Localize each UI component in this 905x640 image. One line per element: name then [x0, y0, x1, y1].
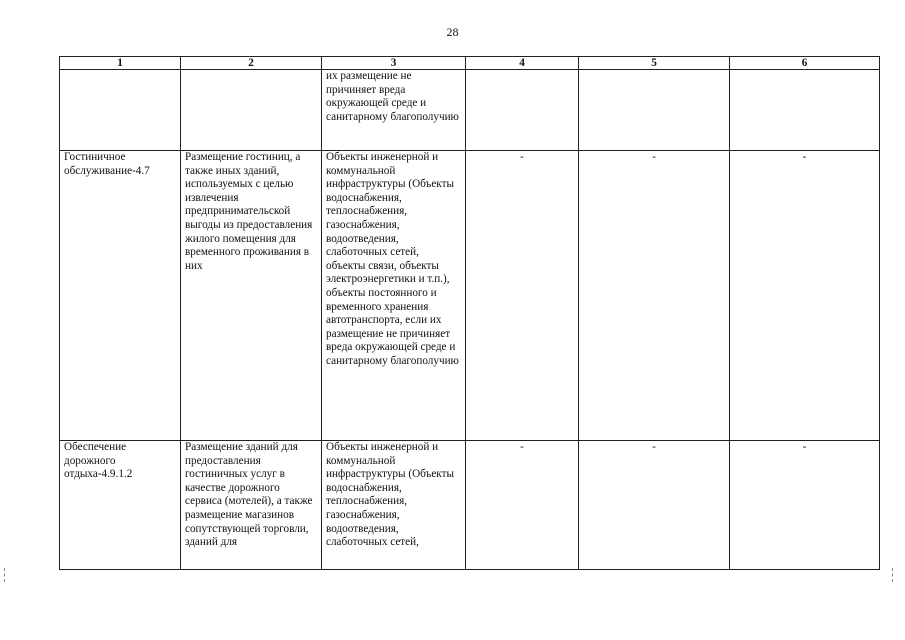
scan-edge-mark: [892, 568, 895, 582]
table-row: [60, 70, 880, 151]
cell-auxiliary-objects: Объекты инженерной и коммунальной инфраструктуры (Объекты водоснабжения, теплоснабжения, газоснабжения, водоотведения, слаботочных сетей,: [322, 441, 466, 570]
cell-description: Размещение гостиниц, а также иных зданий, используемых с целью извлечения предпринимательской выгоды из предоставления жилого помещения для временного проживания в них: [181, 151, 322, 441]
cell-col4: -: [466, 151, 579, 441]
column-header-6: 6: [730, 57, 880, 70]
cell-col6: -: [730, 441, 880, 570]
cell-col6: -: [730, 151, 880, 441]
column-header-1: 1: [60, 57, 181, 70]
cell-col5: -: [579, 151, 730, 441]
cell-use-type: Гостиничное обслуживание-4.7: [60, 151, 181, 441]
column-header-3: 3: [322, 57, 466, 70]
cell-description: Размещение зданий для предоставления гостиничных услуг в качестве дорожного сервиса (мотелей), а также размещение магазинов сопутствующей торговли, зданий для: [181, 441, 322, 570]
cell-col5: -: [579, 441, 730, 570]
table-row: [60, 441, 880, 570]
column-header-2: 2: [181, 57, 322, 70]
page-number: 28: [446, 25, 459, 39]
scan-edge-mark: [4, 568, 7, 582]
cell-col4: -: [466, 441, 579, 570]
cell-use-type: [60, 70, 181, 151]
cell-description: [181, 70, 322, 151]
cell-auxiliary-objects: их размещение не причиняет вреда окружающей среде и санитарному благополучию: [322, 70, 466, 151]
cell-col4: [466, 70, 579, 151]
table-row: [60, 151, 880, 441]
column-header-5: 5: [579, 57, 730, 70]
cell-col6: [730, 70, 880, 151]
header-row: [60, 57, 880, 70]
cell-auxiliary-objects: Объекты инженерной и коммунальной инфраструктуры (Объекты водоснабжения, теплоснабжения, газоснабжения, водоотведения, слаботочных сетей, объекты связи, объекты электроэнергетики и т.п.), объекты постоянного и временного хранения автотранспорта, если их размещение не причиняет вреда окружающей среде и санитарному благополучию: [322, 151, 466, 441]
cell-col5: [579, 70, 730, 151]
column-header-4: 4: [466, 57, 579, 70]
cell-use-type: Обеспечение дорожного отдыха-4.9.1.2: [60, 441, 181, 570]
land-use-table: [59, 56, 880, 570]
